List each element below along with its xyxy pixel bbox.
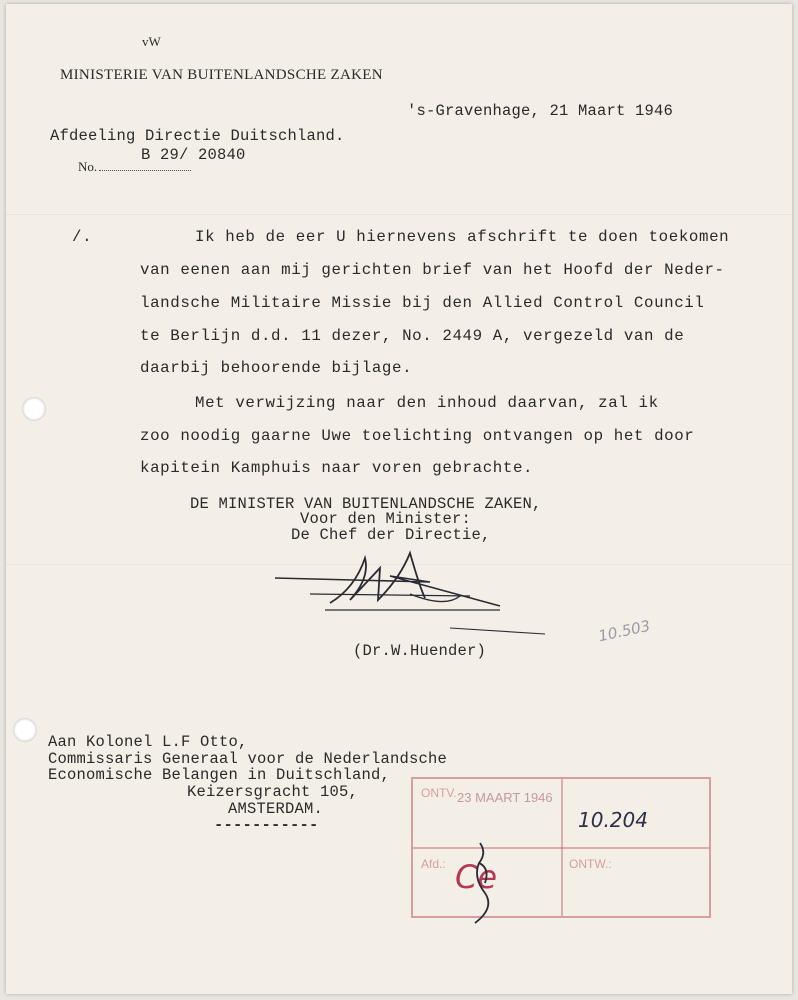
signature-role: De Chef der Directie, xyxy=(291,526,491,544)
margin-note: 10.503 xyxy=(596,616,652,646)
addressee-underline: ----------- xyxy=(214,816,319,834)
body-line: kapitein Kamphuis naar voren gebrachte. xyxy=(140,459,534,477)
body-line: te Berlijn d.d. 11 dezer, No. 2449 A, vergezeld van de xyxy=(140,327,685,345)
paper-fold xyxy=(6,214,792,215)
enclosure-mark: /. xyxy=(72,228,93,246)
department: Afdeeling Directie Duitschland. xyxy=(50,127,345,145)
place-date: 's-Gravenhage, 21 Maart 1946 xyxy=(407,102,674,120)
addressee-line: Aan Kolonel L.F Otto, xyxy=(48,733,248,751)
addressee-line: Economische Belangen in Duitschland, xyxy=(48,766,391,784)
stamp-divider xyxy=(561,779,563,916)
punch-hole xyxy=(22,397,46,421)
reference-number: B 29/ 20840 xyxy=(141,146,246,164)
addressee-city: AMSTERDAM. xyxy=(228,800,324,818)
punch-hole xyxy=(13,718,37,742)
handwritten-signature xyxy=(270,548,560,643)
body-line: landsche Militaire Missie bij den Allied Control Council xyxy=(140,294,705,312)
stamp-ontw-label: ONTW.: xyxy=(569,857,612,871)
stamp-ontv-label: ONTV. xyxy=(421,786,457,800)
body-line: daarbij behoorende bijlage. xyxy=(140,359,413,377)
body-line: Met verwijzing naar den inhoud daarvan, zal ik xyxy=(195,394,659,412)
stamp-registration-number: 10.204 xyxy=(578,808,648,832)
pen-scribble xyxy=(455,838,515,928)
letterhead-initials: vW xyxy=(142,34,161,49)
stamp-initials: Ce xyxy=(455,858,498,896)
signature-title: DE MINISTER VAN BUITENLANDSCHE ZAKEN, xyxy=(190,495,542,513)
body-line: Ik heb de eer U hiernevens afschrift te doen toekomen xyxy=(195,228,730,246)
addressee-line: Keizersgracht 105, xyxy=(187,783,359,801)
signature-for: Voor den Minister: xyxy=(300,510,472,528)
addressee-line: Commissaris Generaal voor de Nederlandsche xyxy=(48,750,448,768)
signatory-name: (Dr.W.Huender) xyxy=(353,642,487,660)
stamp-date: 23 MAART 1946 xyxy=(457,790,553,805)
body-line: van eenen aan mij gerichten brief van het Hoofd der Neder- xyxy=(140,261,725,279)
no-label: No. xyxy=(78,159,191,175)
body-line: zoo noodig gaarne Uwe toelichting ontvangen op het door xyxy=(140,427,695,445)
ministry-name: MINISTERIE VAN BUITENLANDSCHE ZAKEN xyxy=(60,67,383,83)
stamp-afd-label: Afd.: xyxy=(421,857,446,871)
